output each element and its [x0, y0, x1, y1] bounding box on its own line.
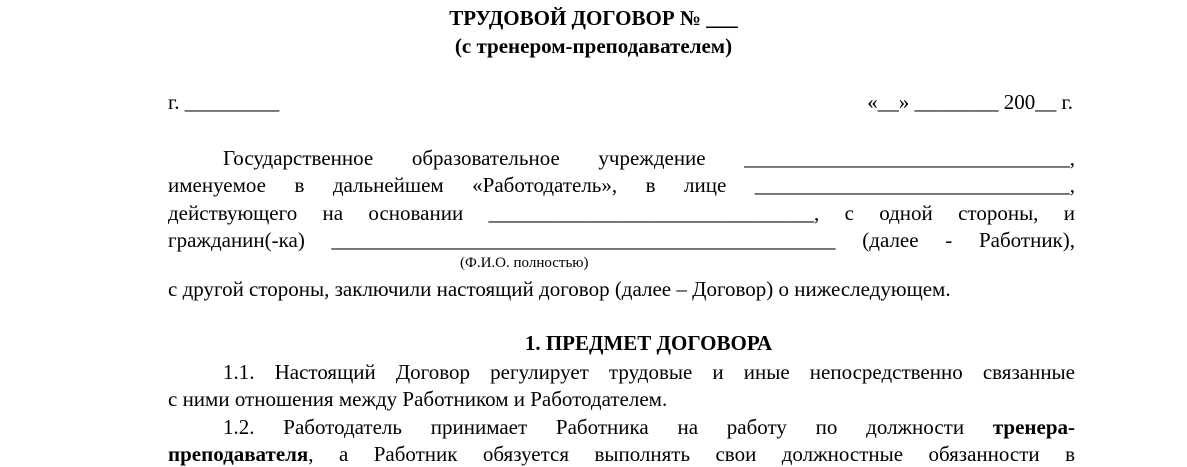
contract-subtitle: (с тренером-преподавателем) — [454, 34, 733, 58]
clause-1-2-line — [168, 417, 1075, 438]
clause-text: 1.2. Работодатель принимает Работника на работу по должности — [223, 415, 993, 439]
paragraph-line: действующего на основании _______________________________, с одной стороны, и — [168, 201, 1075, 225]
paragraph-line: гражданин(-ка) ________________________________________________ (далее - Работник), — [168, 228, 1075, 252]
clause-text: , а Работник обязуется выполнять свои должностные обязанности в — [308, 442, 1075, 466]
clause-1-2-line — [168, 444, 1075, 465]
paragraph-line: именуемое в дальнейшем «Работодатель», в лице ______________________________, — [168, 173, 1075, 197]
date-field: «__» ________ 200__ г. — [867, 90, 1073, 114]
city-field: г. _________ — [168, 90, 280, 114]
clause-position-bold: тренера- — [992, 415, 1075, 439]
section-1-heading: 1. ПРЕДМЕТ ДОГОВОРА — [524, 331, 773, 355]
clause-1-1-line: 1.1. Настоящий Договор регулирует трудовые и иные непосредственно связанные — [223, 360, 1075, 384]
clause-1-1-line: с ними отношения между Работником и Работодателем. — [168, 387, 668, 411]
paragraph-line: с другой стороны, заключили настоящий договор (далее – Договор) о нижеследующем. — [168, 277, 951, 301]
paragraph-line: Государственное образовательное учреждение _______________________________, — [223, 146, 1075, 170]
contract-title: ТРУДОВОЙ ДОГОВОР № ___ — [449, 6, 738, 30]
clause-position-bold: преподавателя — [168, 442, 309, 466]
fio-caption: (Ф.И.О. полностью) — [460, 255, 589, 271]
